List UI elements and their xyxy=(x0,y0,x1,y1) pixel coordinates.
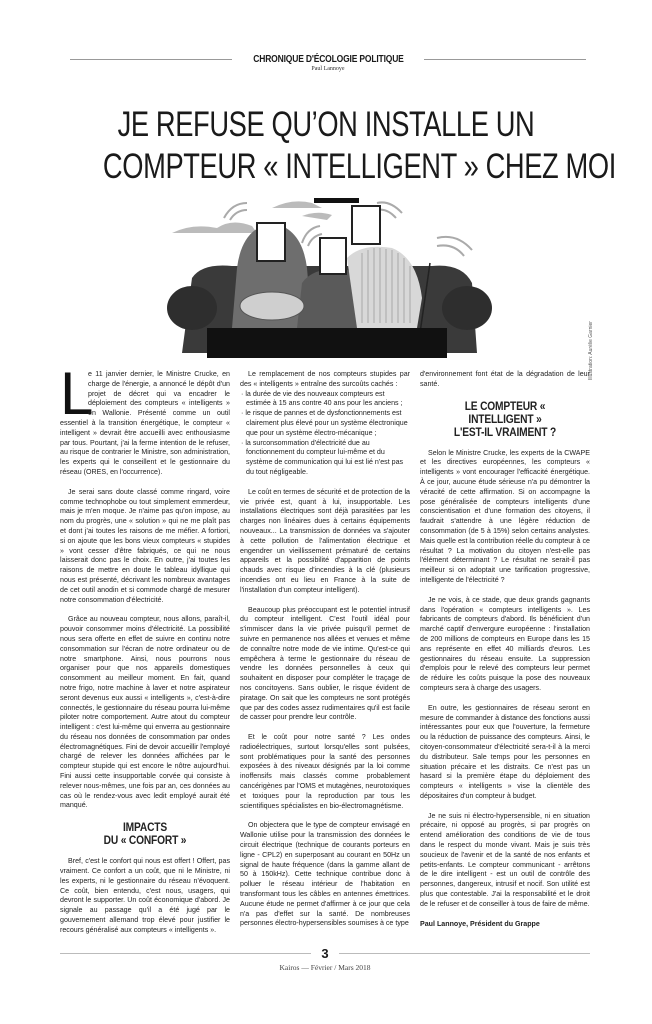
footer-divider-left xyxy=(60,953,311,954)
tablet-face-right xyxy=(352,206,380,244)
bullet-item: · la surconsommation d'électricité due au fonctionnement du compteur lui-même et du système de communication qui lui est lié n'est pas du tout négligeable. xyxy=(241,438,404,476)
column-1 xyxy=(60,360,230,946)
section-heading-impacts xyxy=(73,821,218,847)
paragraph: Je ne suis ni électro-hypersensible, ni en situation précaire, ni opposé au progrès, si par progrès on entend amélioration des conditions de vie de tous dans le respect du monde vivant. Mais je suis très soucieux de l'avenir et de la santé de nos enfants et petits-enfants. Le compteur communicant - arrêtons de le dire intelligent - est un outil de contrôle des personnes, dangereux, intrusif et nocif. Son utilité est plus que contestable. J'ai la responsabilité et le droit de le refuser et de conseiller à tous de faire de même. xyxy=(420,811,590,908)
article-headline xyxy=(102,104,616,188)
section-heading-line: IMPACTS xyxy=(123,820,167,835)
bullet-item: · le risque de pannes et de dysfonctionnements est clairement plus élevé pour un système électronique que pour un système électro-mécanique ; xyxy=(241,409,408,437)
paragraph: Selon le Ministre Crucke, les experts de la CWAPE et les directives européennes, les compteurs « intelligents » vont encourager l'efficacité énergétique. À ce jour, aucune étude sérieuse n'a pu démontrer la véracité de cette affirmation. Si on accompagne la pose généralisée de compteurs intelligents d'une conscientisation et d'une formation des citoyens, il faudrait s'attendre à une légère réduction de consommation (de 5 à 15%) selon certains analystes. Mais quelle est la contribution réelle du compteur à ce résultat ? La motivation du citoyen n'est-elle pas l'élément déterminant ? Le résultat ne serait-il pas meilleur si on adoptait une tarification progressive, intelligente de l'électricité ? xyxy=(420,448,590,584)
page-footer xyxy=(60,946,590,972)
author-signature: Paul Lannoye, Président du Grappe xyxy=(420,919,540,928)
tablet-face-child xyxy=(320,238,346,274)
issue-info: Kairos — Février / Mars 2018 xyxy=(279,963,371,972)
rubric-header xyxy=(70,54,586,72)
article-body xyxy=(60,360,590,940)
sofa-arm-left xyxy=(167,286,217,330)
paragraph: Bref, c'est le confort qui nous est offert ! Offert, pas vraiment. Ce confort a un coût, que ni le Ministre, ni les experts, ni le gestionnaire du réseau n'évoquent. Ce coût, bien entendu, c'est nous, usagers, qui devront le supporter. Un coût économique d'abord. Je signale au passage qu'il a été jugé par le gouvernement allemand trop élevé pour justifier le recours généralisé aux compteurs « intelligents ». xyxy=(60,857,230,934)
headline-line-1: JE REFUSE QU’ON INSTALLE UN xyxy=(117,105,535,144)
rubric-divider-left xyxy=(70,59,232,60)
cloud-shape xyxy=(302,213,332,220)
bullet-list xyxy=(240,390,410,478)
rubric-divider-right xyxy=(424,59,586,60)
rubric-author: Paul Lannoye xyxy=(311,66,345,72)
paragraph: Grâce au nouveau compteur, nous allons, paraît-il, pouvoir consommer moins d'électricité. La possibilité nous sera offerte en effet de suivre en continu notre consommation sur l'écran de notre ordinateur ou de notre smartphone. Ainsi, nous pourrons nous organiser pour que nos appareils domestiques consomment au meilleur moment. En fait, quand notre frigo, notre machine à laver et notre aspirateur seront devenus eux aussi « intelligents », c'est-à-dire connectés, le gestionnaire du réseau pourra lui-même piloter notre comportement. Autre atout du compteur intelligent : c'est lui-même qui enverra au gestionnaire du réseau nos données de consommation par ondes électromagnétiques. Fini de devoir accueillir l'employé chargé de relever les données affichées par le compteur stupide qui est encore le nôtre aujourd'hui. Fini aussi cette insupportable corvée qui consiste à relever nous-mêmes, une fois par an, ces données au cas où le rendez-vous avec ledit employé aurait été manqué. xyxy=(60,615,230,810)
footer-row xyxy=(60,946,590,961)
section-heading-line: L'EST-IL VRAIMENT ? xyxy=(453,424,557,439)
paragraph: Beaucoup plus préoccupant est le potentiel intrusif du compteur intelligent. C'est l'outil idéal pour s'immiscer dans la vie privée puisqu'il permet de suivre en permanence nos allées et venues et même de connaître notre mode de vie intime. Qu'est-ce qui empêchera à terme le gestionnaire du réseau de vendre les données personnelles à ceux qui souhaitent en disposer pour compléter le traçage de nos concitoyens. Sans oublier, le risque évident de piratage. On sait que les compteurs ne sont protégés que par des codes assez rudimentaires qu'il est facile de casser pour prendre leur contrôle. xyxy=(240,605,410,722)
family-on-sofa-illustration xyxy=(162,188,492,358)
bullet-item: · la durée de vie des nouveaux compteurs est estimée à 15 ans contre 40 ans pour les anciens ; xyxy=(241,389,403,408)
paragraph: Je ne vois, à ce stade, que deux grands gagnants dans l'opération « compteurs intelligents ». Les fabricants de compteurs d'abord. Ils bénéficient d'un marché captif d'envergure européenne : l'installation de 200 millions de compteurs en Europe dans les 15 ans représente en effet 40 milliards d'euros. Les gestionnaires du réseau ensuite. La suppression d'emplois pour le relevé des compteurs leur permet de réduire les coûts puisque la pose des nouveaux compteurs sera à charge des usagers. xyxy=(420,595,590,692)
page-number: 3 xyxy=(321,946,329,961)
paragraph: Le remplacement de nos compteurs stupides par des « intelligents » entraîne des surcoûts cachés : xyxy=(240,370,410,388)
top-black-bar xyxy=(314,198,359,203)
paragraph xyxy=(60,360,230,478)
footer-divider-right xyxy=(339,953,590,954)
paragraph-text: e 11 janvier dernier, le Ministre Crucke, en charge de l'énergie, a annoncé le dépôt d'un projet de décret qui va encadrer le déploiement des compteurs « intelligents » en Wallonie. Présenté comme un outil essentiel à la transition énergétique, le compteur « intelligent » devrait être accueilli avec enthousiasme par tous. Pourtant, j'ai la ferme intention de le refuser, au risque de contrarier le Ministre, son administration, les experts qui le conseillent et le gestionnaire du réseau (ORES, en l'occurrence). xyxy=(60,370,230,476)
popcorn-bowl xyxy=(240,292,304,320)
paragraph: On objectera que le type de compteur envisagé en Wallonie utilise pour la transmission des données le circuit électrique (technique de courants porteurs en ligne - CPL2) en superposant au courant en 50Hz un signal de haute fréquence (dans la gamme allant de 50 à 150kHz). Cette technique contribue donc à polluer le réseau intérieur de l'habitation en transformant tous les câbles en antennes émettrices. Aucune étude ne permet d'affirmer à ce jour que cela n'a pas d'effet sur la santé. De nombreuses personnes électro-hypersensibles soumises à ce type xyxy=(240,821,410,928)
headline-line-2: COMPTEUR « INTELLIGENT » CHEZ MOI xyxy=(102,147,616,186)
rubric-title: CHRONIQUE D'ÉCOLOGIE POLITIQUE xyxy=(252,54,404,65)
paragraph: d'environnement font état de la dégradation de leur santé. xyxy=(420,370,590,388)
paragraph: En outre, les gestionnaires de réseau seront en mesure de commander à distance des fonctions aussi intéressantes pour eux que l'ouverture, la fermeture ou la réduction de puissance des compteurs. Ainsi, le citoyen-consommateur d'électricité sera-t-il à la merci du distributeur. Sale temps pour les personnes en situation précaire et les distraits. Ce n'est pas un hasard si la première étape du déploiement des compteurs « intelligents » vise la clientèle des dépositaires d'un compteur à budget. xyxy=(420,703,590,800)
cloud-shape xyxy=(172,222,257,233)
paragraph: Le coût en termes de sécurité et de protection de la vie privée est, quant à lui, insupportable. Les installations électriques sont déjà parasitées par les charges non linéaires dues à certains équipements nouveaux... La transmission de données va s'ajouter à cette pollution de l'alimentation électrique et engendrer un vieillissement prématuré de certains appareils et la possibilité d'apparition de points chauds avec risque d'incendies à la clé (plusieurs incendies ont eu lieu en France à la suite de l'installation d'un compteur intelligent). xyxy=(240,487,410,594)
column-2 xyxy=(240,370,410,939)
illustration-credit: Illustration: Aurélie Garnier xyxy=(588,321,594,380)
column-3 xyxy=(420,370,590,939)
rubric-row xyxy=(70,54,586,65)
sofa-arm-right xyxy=(442,286,492,330)
drop-cap: L xyxy=(60,360,94,427)
tablet-face-left xyxy=(257,223,285,261)
section-heading-compteur xyxy=(433,400,578,439)
section-heading-line: LE COMPTEUR « INTELLIGENT » xyxy=(464,398,546,426)
paragraph: Je serai sans doute classé comme ringard, voire comme technophobe ou tout simplement emmerdeur, mais je m'en moque. Je n'aime pas qu'on impose, au nom du progrès, une « solution » qui ne me plaît pas et dont j'ai toutes les raisons de me méfier. A fortiori, si on ajoute que les bons vieux compteurs « stupides » vont cesser d'être fabriqués, ce qui ne nous laisserait donc pas le choix. En outre, j'ai toutes les raisons de mettre en doute le tableau idyllique qui nous est présenté, décrivant les nombreux avantages de cet outil anodin et si commode chargé de mesurer notre consommation d'électricité. xyxy=(60,487,230,604)
section-heading-line: DU « CONFORT » xyxy=(103,833,187,848)
paragraph: Et le coût pour notre santé ? Les ondes radioélectriques, surtout lorsqu'elles sont pulsées, sont problématiques pour la santé des personnes exposées à des niveaux désignés par la loi comme inoffensifs mais classés comme probablement cancérigènes par l'OMS et mutagènes, neurotoxiques et toxiques pour la reproduction par tous les scientifiques spécialistes en bio-électromagnétisme. xyxy=(240,733,410,810)
tv-screen xyxy=(207,328,447,358)
person-right xyxy=(347,247,422,328)
